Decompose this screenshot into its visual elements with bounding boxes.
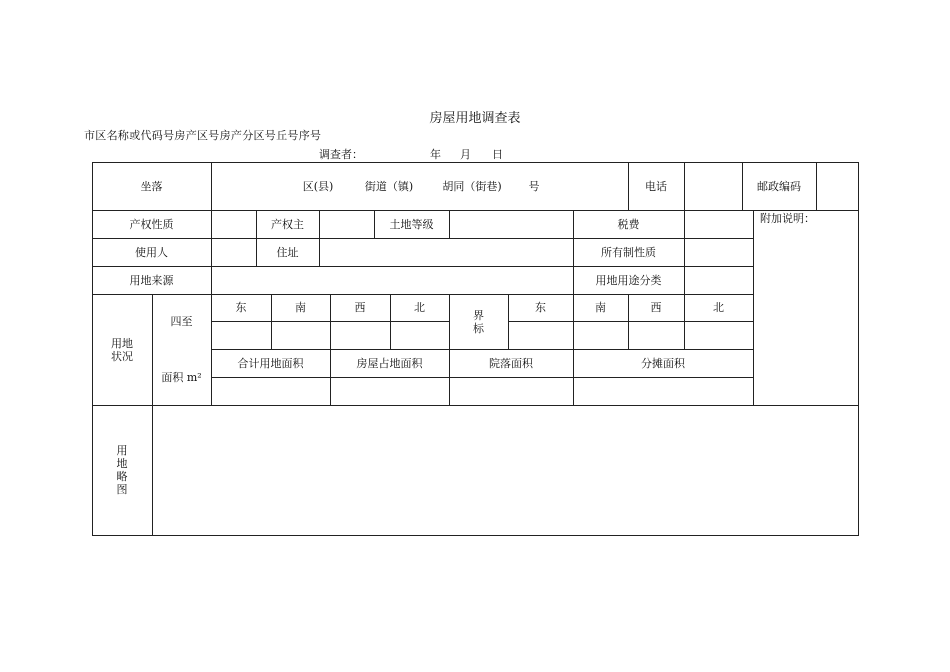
sketch-char-2: 地 xyxy=(116,457,128,470)
notes-label: 附加说明： xyxy=(760,212,815,225)
postal-code-label: 邮政编码 xyxy=(757,179,801,193)
table-rule xyxy=(684,162,685,210)
address-label: 住址 xyxy=(276,245,299,259)
bound-south-label: 南 xyxy=(295,301,306,314)
ownership-nature-label: 所有制性质 xyxy=(601,245,656,259)
boundary-marker-line2: 标 xyxy=(473,321,484,335)
marker-east-label: 东 xyxy=(535,301,546,314)
owner-label: 产权主 xyxy=(271,217,304,231)
table-rule xyxy=(319,210,320,266)
surveyor-label: 调查者： xyxy=(319,148,363,161)
table-rule xyxy=(211,162,212,210)
sketch-char-3: 略 xyxy=(116,470,128,483)
table-rule xyxy=(92,535,858,536)
date-day-label: 日 xyxy=(492,148,503,161)
boundary-marker-label xyxy=(449,294,508,349)
date-year-label: 年 xyxy=(430,148,441,161)
land-status-label xyxy=(92,294,152,405)
marker-north-label: 北 xyxy=(713,301,724,314)
land-status-label-line1: 用地 xyxy=(111,336,133,350)
table-rule xyxy=(211,210,212,266)
bound-east-label: 东 xyxy=(235,301,247,314)
marker-south-label: 南 xyxy=(595,301,606,314)
table-rule xyxy=(449,210,450,238)
four-bounds-label: 四至 xyxy=(170,315,193,328)
location-label: 坐落 xyxy=(140,179,163,193)
bound-north-label: 北 xyxy=(414,301,425,314)
table-rule xyxy=(684,210,685,294)
total-area-label: 合计用地面积 xyxy=(237,356,304,370)
table-rule xyxy=(816,162,817,210)
property-nature-label: 产权性质 xyxy=(129,217,174,231)
form-title: 房屋用地调查表 xyxy=(429,111,521,126)
tax-label: 税费 xyxy=(617,217,640,231)
yard-area-label: 院落面积 xyxy=(489,356,533,370)
alley-label: 胡同（街巷) xyxy=(442,179,502,193)
shared-area-label: 分摊面积 xyxy=(641,356,685,370)
area-label: 面积 m² xyxy=(161,370,202,384)
table-rule xyxy=(753,210,754,405)
date-month-label: 月 xyxy=(460,148,471,161)
land-grade-label: 土地等级 xyxy=(389,217,434,231)
table-rule xyxy=(858,162,859,536)
phone-label: 电话 xyxy=(645,179,667,193)
land-sketch-label xyxy=(92,405,152,535)
land-source-label: 用地来源 xyxy=(129,273,174,287)
land-status-label-line2: 状况 xyxy=(111,349,133,363)
bound-west-label: 西 xyxy=(354,301,366,314)
boundary-marker-line1: 界 xyxy=(473,308,484,322)
district-label: 区(县) xyxy=(302,179,334,193)
table-rule xyxy=(92,405,858,406)
sketch-char-1: 用 xyxy=(116,444,128,457)
building-area-label: 房屋占地面积 xyxy=(356,356,423,370)
user-label: 使用人 xyxy=(135,245,168,259)
street-label: 街道（镇) xyxy=(364,179,414,193)
number-label: 号 xyxy=(528,179,540,193)
land-use-class-label: 用地用途分类 xyxy=(595,273,662,287)
table-rule xyxy=(508,321,753,322)
code-line: 市区名称或代码号房产区号房产分区号丘号序号 xyxy=(84,129,322,142)
sketch-char-4: 图 xyxy=(116,483,128,496)
marker-west-label: 西 xyxy=(650,301,662,314)
table-rule xyxy=(211,266,212,294)
table-rule xyxy=(211,377,753,378)
